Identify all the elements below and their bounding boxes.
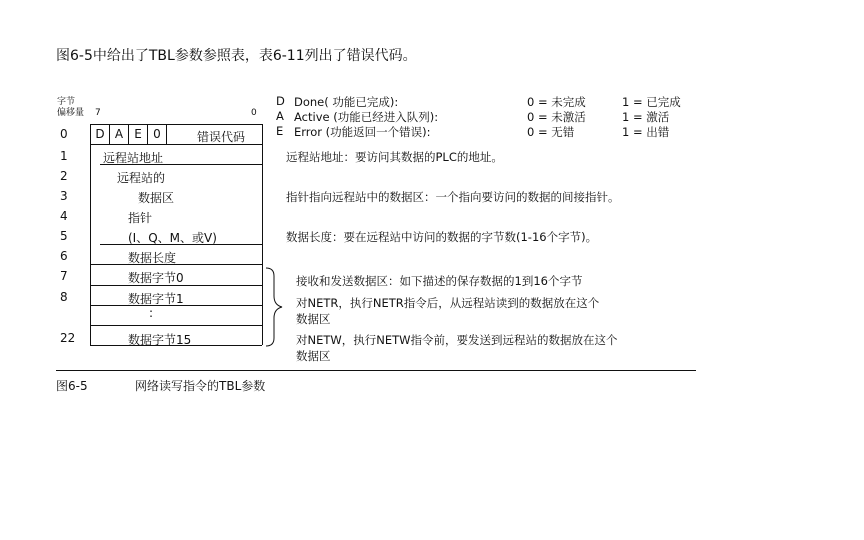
remote-station-cell: 远程站的	[117, 171, 166, 185]
memory-area-underline	[100, 244, 262, 245]
legend-d-one: 1 = 已完成	[622, 95, 681, 109]
data-area-cell: 数据区	[138, 191, 175, 205]
data-byte-0-border	[90, 285, 262, 286]
offset-0: 0	[60, 127, 68, 141]
remote-addr-cell: 远程站地址	[103, 151, 164, 165]
pointer-desc: 指针指向远程站中的数据区：一个指向要访问的数据的间接指针。	[286, 190, 620, 204]
ellipsis-border	[90, 325, 262, 326]
legend-e-zero: 0 = 无错	[527, 125, 575, 139]
figure-number: 图6-5	[56, 379, 88, 393]
legend-e-letter: E	[276, 124, 284, 138]
flag-e: E	[129, 124, 148, 144]
legend-e-one: 1 = 出错	[622, 125, 670, 139]
offset-label: 偏移量	[57, 108, 85, 118]
ellipsis-dots: :	[149, 306, 154, 320]
bit-high-label: 7	[95, 108, 101, 118]
data-length-desc: 数据长度：要在远程站中访问的数据的字节数(1-16个字节)。	[286, 230, 598, 244]
legend-d-letter: D	[276, 94, 285, 108]
offset-6: 6	[60, 249, 68, 263]
offset-22: 22	[60, 331, 76, 345]
bit-low-label: 0	[251, 108, 257, 118]
data-byte-1-cell: 数据字节1	[128, 292, 184, 306]
remote-addr-desc: 远程站地址：要访问其数据的PLC的地址。	[286, 150, 503, 164]
data-length-cell: 数据长度	[128, 251, 177, 265]
offset-2: 2	[60, 169, 68, 183]
caption-rule	[56, 370, 696, 371]
legend-a-letter: A	[276, 109, 284, 123]
offset-5: 5	[60, 229, 68, 243]
table-right-border	[262, 124, 263, 345]
netr-desc-line2: 数据区	[296, 312, 331, 326]
offset-7: 7	[60, 269, 68, 283]
flag-d: D	[91, 124, 110, 144]
curly-brace-icon	[264, 266, 292, 348]
data-byte-0-cell: 数据字节0	[128, 271, 184, 285]
data-byte-15-cell: 数据字节15	[128, 333, 192, 347]
offset-3: 3	[60, 189, 68, 203]
table-left-border	[90, 124, 91, 345]
offset-8: 8	[60, 290, 68, 304]
legend-a-one: 1 = 激活	[622, 110, 670, 124]
data-byte-1-border	[90, 305, 262, 306]
intro-text: 图6-5中给出了TBL参数参照表，表6-11列出了错误代码。	[56, 48, 417, 64]
netr-desc-line1: 对NETR，执行NETR指令后，从远程站读到的数据放在这个	[296, 296, 600, 310]
remote-addr-underline	[100, 164, 262, 165]
pointer-cell: 指针	[128, 211, 153, 225]
data-area-desc: 接收和发送数据区：如下描述的保存数据的1到16个字节	[296, 274, 583, 288]
offset-1: 1	[60, 149, 68, 163]
netw-desc-line2: 数据区	[296, 349, 331, 363]
byte-label: 字节	[57, 97, 76, 107]
figure-title: 网络读写指令的TBL参数	[135, 379, 266, 393]
legend-a-desc: Active (功能已经进入队列):	[294, 110, 439, 124]
offset-4: 4	[60, 209, 68, 223]
memory-area-cell: (I、Q、M、或V)	[128, 231, 217, 245]
legend-e-desc: Error (功能返回一个错误):	[294, 125, 431, 139]
legend-d-zero: 0 = 未完成	[527, 95, 586, 109]
netw-desc-line1: 对NETW，执行NETW指令前，要发送到远程站的数据放在这个	[296, 333, 618, 347]
legend-d-desc: Done( 功能已完成):	[294, 95, 399, 109]
flag-zero: 0	[148, 124, 167, 144]
error-code-cell: 错误代码	[197, 130, 246, 144]
legend-a-zero: 0 = 未激活	[527, 110, 586, 124]
flag-a: A	[110, 124, 129, 144]
